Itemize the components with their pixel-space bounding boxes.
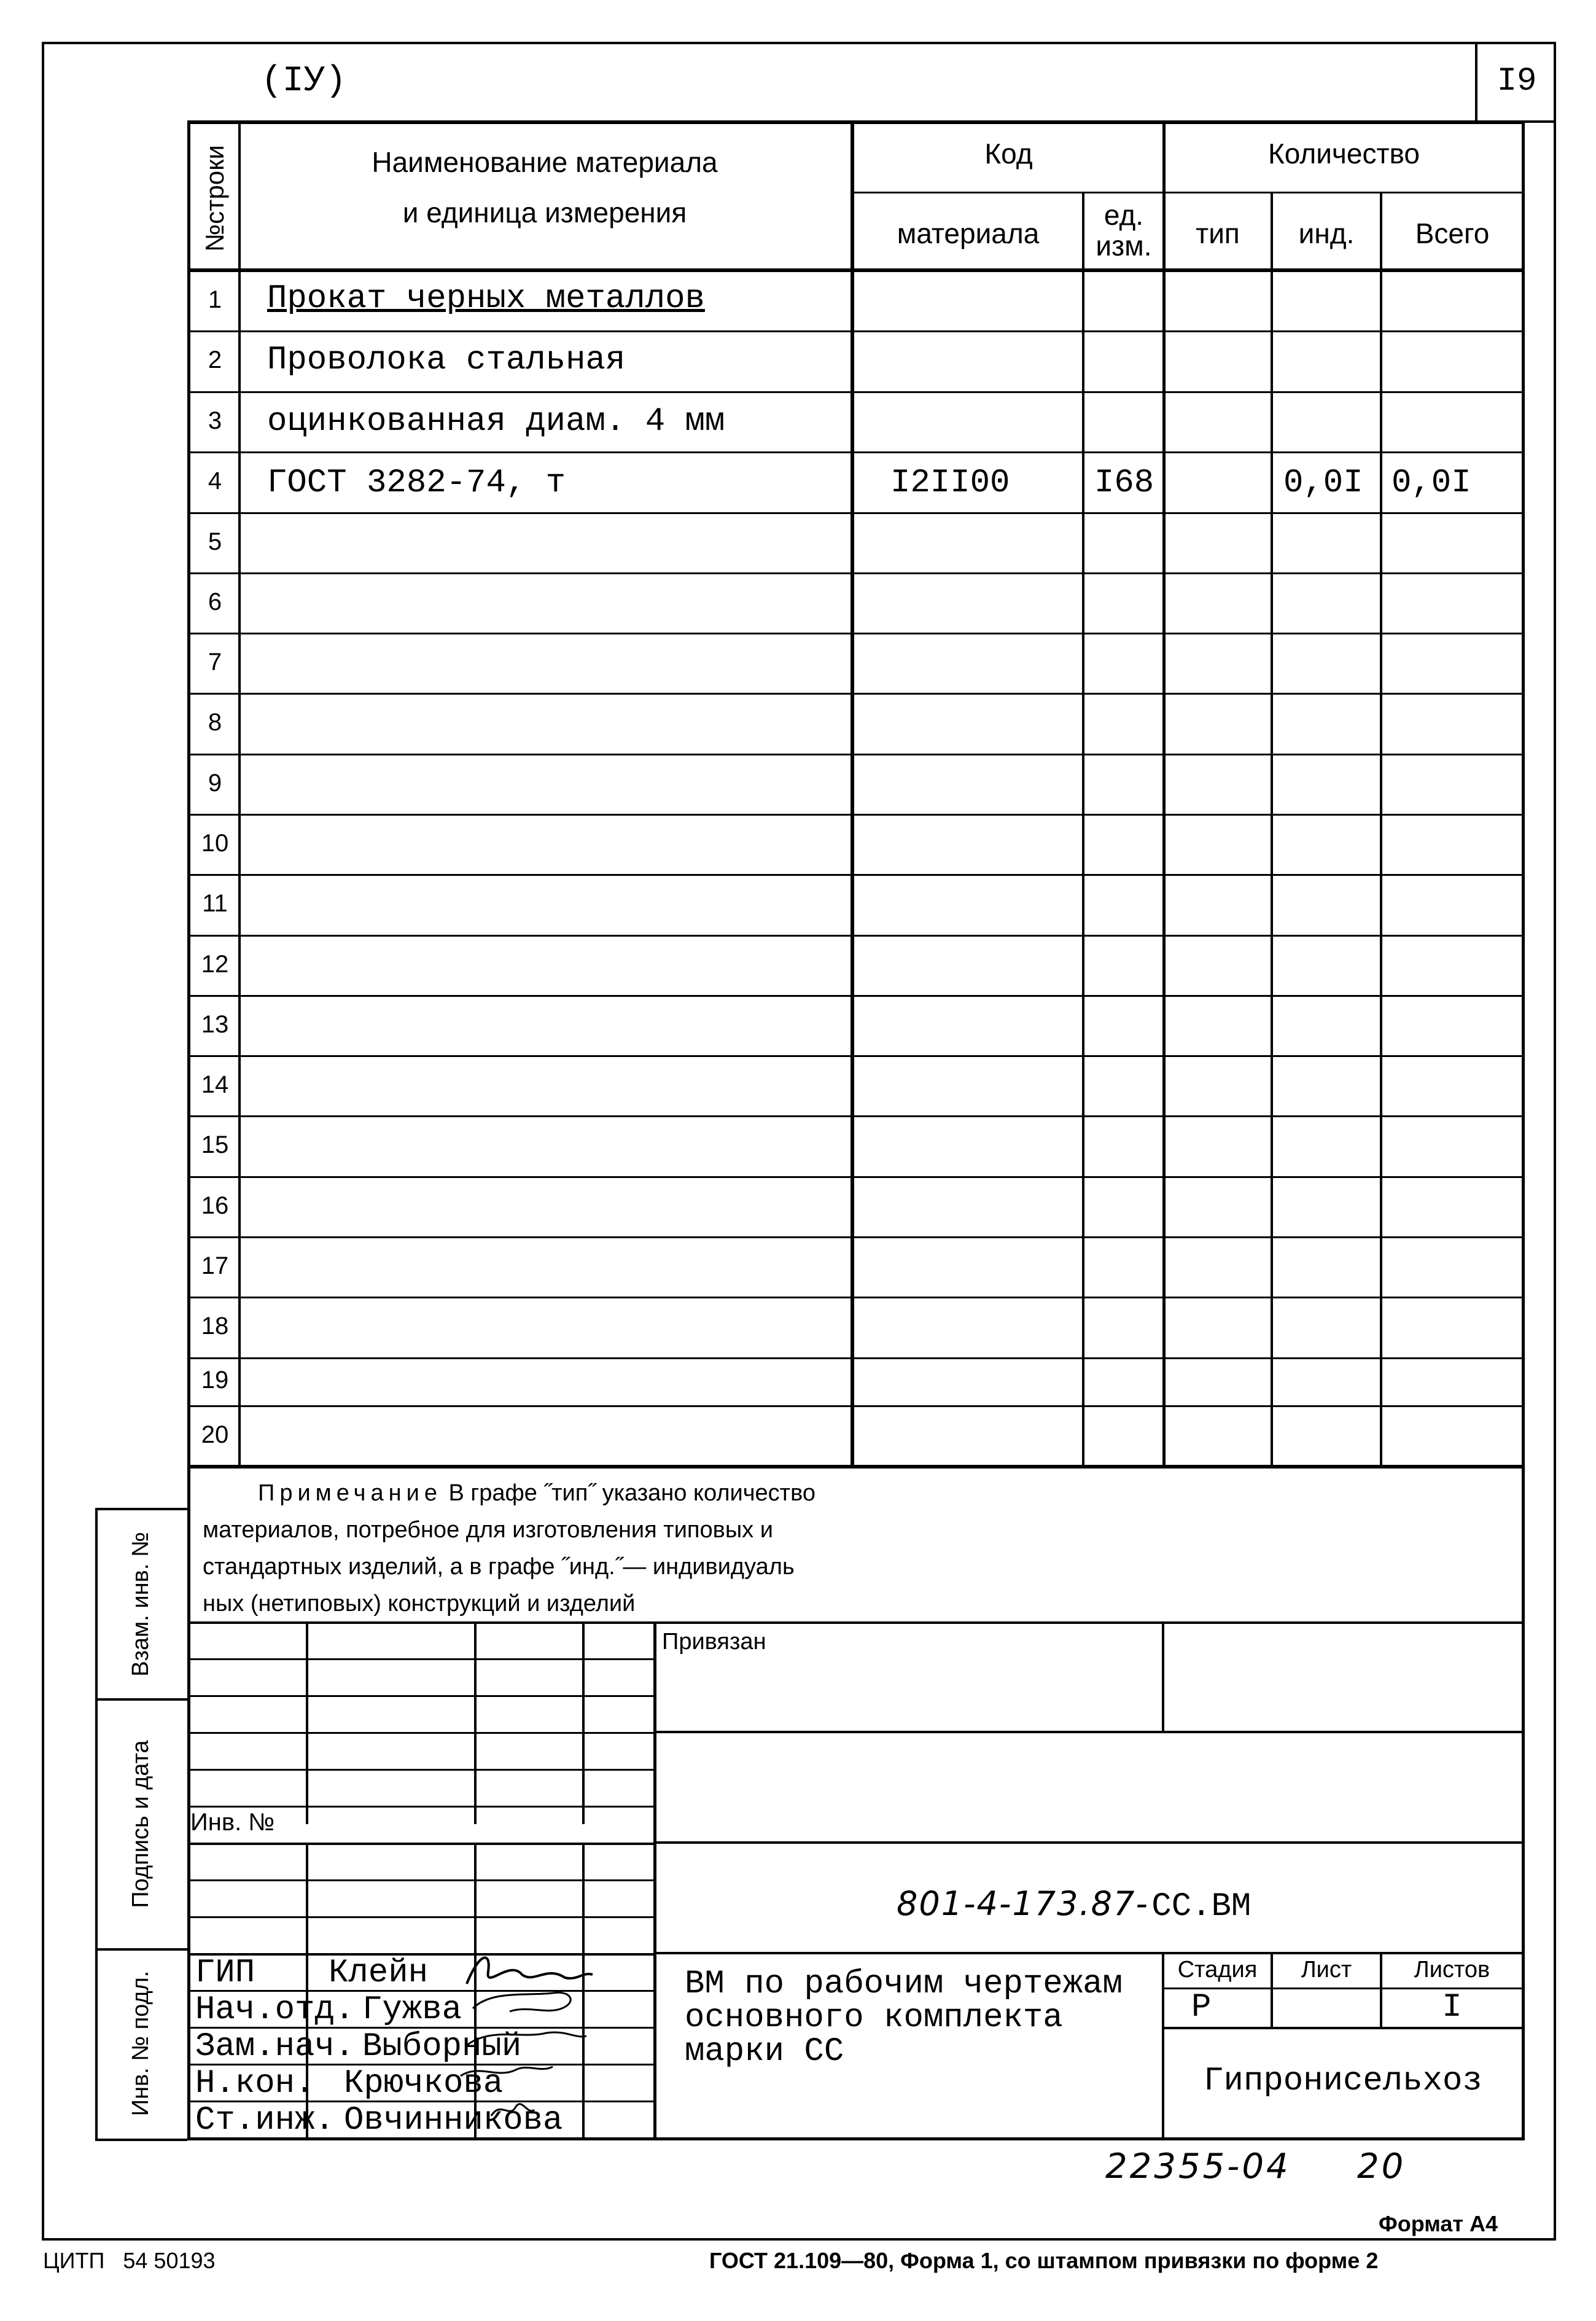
signature-scribbles [454, 1947, 602, 2137]
signer-role: Ст.инж. [195, 2102, 335, 2139]
header-ind: инд. [1298, 217, 1355, 249]
row-number: 5 [208, 528, 222, 555]
inv-label: Инв. № подл. [128, 1970, 154, 2116]
privyazan-label: Привязан [662, 1629, 766, 1655]
row-number: 3 [208, 407, 222, 434]
organization-name: Гипронисельхоз [1204, 2062, 1482, 2100]
sheet-label: Лист [1301, 1957, 1352, 1983]
archive-number: 22355-04 [1105, 2147, 1291, 2186]
material-name-cell: Прокат черных металлов [267, 280, 705, 318]
frame-right [1554, 42, 1556, 2241]
row-number: 18 [201, 1313, 229, 1340]
row-number: 8 [208, 709, 222, 736]
doc-code-hand: 801-4-173.87- [897, 1884, 1149, 1923]
vzam-label: Взам. инв. № [128, 1532, 154, 1677]
row-number: 13 [201, 1011, 229, 1038]
doc-title-line3: марки СС [685, 2033, 844, 2070]
row-number: 4 [208, 467, 222, 494]
row-number: 19 [201, 1367, 229, 1394]
signer-name: Гужва [362, 1991, 462, 2029]
row-number: 9 [208, 770, 222, 797]
note-text: материалов, потребное для изготовления типовых и [203, 1517, 773, 1543]
signer-name: Выборный [362, 2028, 522, 2065]
row-number: 12 [201, 951, 229, 978]
row-number: 16 [201, 1192, 229, 1219]
footer-left: ЦИТП 54 50193 [43, 2248, 216, 2273]
footer-right: ГОСТ 21.109—80, Форма 1, со штампом привязки по форме 2 [709, 2248, 1379, 2273]
header-code: Код [984, 138, 1033, 170]
material-name-cell: ГОСТ 3282-74, т [267, 464, 566, 502]
note-text: стандартных изделий, а в графе ˝инд.˝— индивидуаль [203, 1554, 795, 1580]
header-material: материала [897, 217, 1040, 249]
signer-role: Зам.нач. [195, 2028, 355, 2065]
row-number: 6 [208, 588, 222, 615]
signer-role: Нач.отд. [195, 1991, 355, 2029]
header-unit-line1: ед. [1104, 199, 1144, 231]
stage-label: Стадия [1177, 1957, 1258, 1983]
material-name-cell: Проволока стальная [267, 341, 626, 379]
signer-name: Овчинникова [344, 2102, 563, 2139]
material-name-cell: оцинкованная диам. 4 мм [267, 403, 725, 440]
frame-left [42, 42, 44, 2241]
note-lead: Примечание [258, 1480, 442, 1506]
section-label: (IУ) [261, 61, 347, 101]
page-number-box-left [1475, 42, 1477, 122]
stage-value: Р [1191, 1989, 1212, 2026]
archive-sheet: 20 [1357, 2147, 1406, 2186]
note-text: ных (нетиповых) конструкций и изделий [203, 1591, 636, 1617]
doc-code [897, 1884, 1251, 1925]
podpis-label: Подпись и дата [128, 1740, 154, 1908]
format-label: Формат А4 [1379, 2211, 1498, 2236]
row-number: 10 [201, 830, 229, 857]
frame-top [42, 42, 1556, 44]
note-text: В графе ˝тип˝ указано количество [448, 1480, 816, 1506]
header-name-line2: и единица измерения [402, 197, 687, 228]
frame-bottom [42, 2238, 1556, 2241]
signer-role: Н.кон. [195, 2065, 315, 2102]
header-quantity: Количество [1267, 138, 1420, 170]
unit-code-cell: I68 [1094, 464, 1154, 502]
quantity-ind-cell: 0,0I [1283, 464, 1363, 502]
header-unit-line2: изм. [1096, 230, 1152, 262]
row-number: 14 [201, 1071, 229, 1098]
row-number: 11 [202, 890, 228, 917]
doc-title-line2: основного комплекта [685, 1999, 1063, 2037]
header-type: тип [1196, 217, 1240, 249]
quantity-total-cell: 0,0I [1392, 464, 1471, 502]
inv-no-label: Инв. № [190, 1809, 275, 1836]
signer-role: ГИП [195, 1954, 255, 1992]
header-name-line1: Наименование материала [372, 146, 718, 178]
row-number: 7 [208, 649, 222, 676]
header-row-no: №строки [200, 145, 229, 252]
signer-name: Клейн [329, 1954, 429, 1992]
row-number: 15 [201, 1131, 229, 1158]
signer-name: Крючкова [344, 2065, 504, 2102]
sheets-value: I [1442, 1989, 1462, 2026]
row-number: 20 [201, 1421, 229, 1448]
material-code-cell: I2II00 [890, 464, 1010, 502]
row-number: 1 [208, 286, 222, 313]
row-number: 2 [208, 346, 222, 373]
row-number: 17 [201, 1252, 229, 1279]
doc-title-line1: ВМ по рабочим чертежам [685, 1965, 1123, 2003]
page-number: I9 [1497, 63, 1537, 100]
header-total: Всего [1415, 217, 1490, 249]
doc-code-type: СС.ВМ [1151, 1888, 1251, 1925]
sheets-label: Листов [1414, 1957, 1490, 1983]
